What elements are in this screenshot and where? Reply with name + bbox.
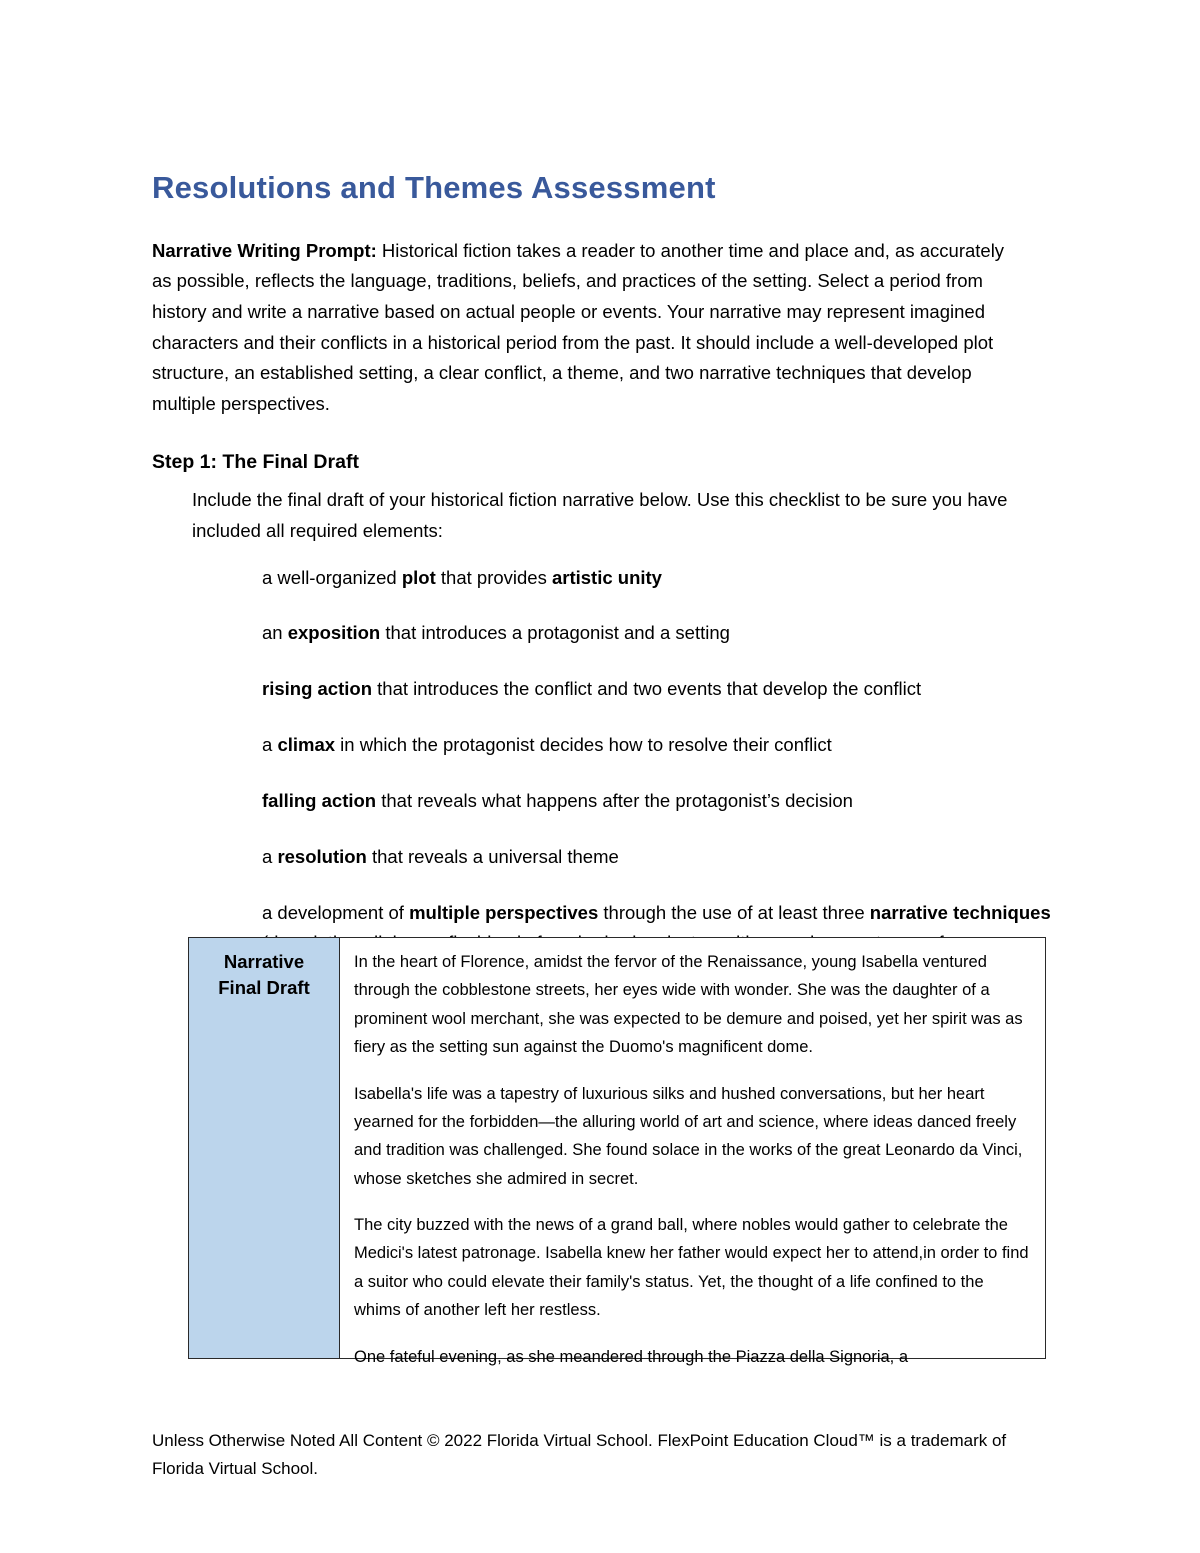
checklist-item <box>262 786 1062 816</box>
checklist-bold-term: narrative techniques <box>869 902 1051 924</box>
checklist-item <box>262 618 1062 648</box>
checklist-bold-term: multiple perspectives <box>409 902 599 924</box>
checklist-item <box>262 563 1062 593</box>
copyright-footer: Unless Otherwise Noted All Content © 2022 Florida Virtual School. FlexPoint Education Cloud™ is a trademark of Florida Virtual School. <box>152 1431 1007 1478</box>
table-label-line-1: Narrative <box>223 951 305 972</box>
checklist-text-part: in which the protagonist decides how to resolve their conflict <box>335 734 832 756</box>
checklist-text-part: that reveals what happens after the protagonist’s decision <box>376 790 853 812</box>
table-label-line-2: Final Draft <box>218 977 310 999</box>
narrative-paragraph: The city buzzed with the news of a grand ball, where nobles would gather to celebrate the Medici's latest patronage. Isabella knew her father would expect her to attend,in order to find a suitor who could elevate their family's status. Yet, the thought of a life confined to the whims of another left her restless. <box>354 1216 1029 1320</box>
checklist-text-part: a development of <box>262 902 410 924</box>
checklist-text-part: that provides <box>435 566 552 588</box>
checklist-text-part: a <box>262 846 278 868</box>
checklist-bold-term: climax <box>277 734 336 756</box>
checklist-item <box>262 730 1062 760</box>
narrative-paragraph: In the heart of Florence, amidst the fervor of the Renaissance, young Isabella ventured through the cobblestone streets, her eyes wide with wonder. She was the daughter of a prominent wool merchant, she was expected to be demure and poised, yet her spirit was as fiery as the setting sun against the Duomo's magnificent dome. <box>354 953 1023 1057</box>
narrative-draft-text[interactable] <box>354 948 1031 1366</box>
step-1-instructions: Include the final draft of your historical fiction narrative below. Use this checklist to be sure you have included all required elements: <box>192 489 1008 541</box>
checklist-bold-term: exposition <box>287 622 381 644</box>
prompt-text: Historical fiction takes a reader to another time and place and, as accurately as possible, reflects the language, traditions, beliefs, and practices of the setting. Select a period from history and write a narrative based on actual people or events. Your narrative may represent imagined characters and their conflicts in a historical period from the past. It should include a well-developed plot structure, an established setting, a clear conflict, a theme, and two narrative techniques that develop multiple perspectives. <box>152 239 1005 415</box>
checklist-bold-term: resolution <box>277 846 367 868</box>
table-label-cell <box>189 938 340 1359</box>
checklist-bold-term: falling action <box>262 790 377 812</box>
checklist-bold-term: plot <box>401 566 436 588</box>
checklist-text-part: that introduces the conflict and two events that develop the conflict <box>372 678 922 700</box>
checklist-text-part: through the use of at least three <box>598 902 870 924</box>
checklist-text-part: an <box>262 622 288 644</box>
narrative-paragraph: Isabella's life was a tapestry of luxurious silks and hushed conversations, but her heart yearned for the forbidden—the alluring world of art and science, where ideas danced freely and tradition was challenged. She found solace in the works of the great Leonardo da Vinci, whose sketches she admired in secret. <box>354 1084 1023 1188</box>
prompt-label: Narrative Writing Prompt: <box>152 239 377 261</box>
narrative-paragraph: One fateful evening, as she meandered through the Piazza della Signoria, a <box>354 1347 909 1366</box>
checklist-text-part: a <box>262 734 278 756</box>
table-row <box>189 938 1046 1359</box>
checklist-item <box>262 842 1062 872</box>
narrative-final-draft-table <box>188 937 1046 1366</box>
checklist-bold-term: rising action <box>262 678 372 700</box>
table-body-cell[interactable] <box>340 938 1046 1366</box>
document-content <box>152 170 1052 988</box>
requirements-checklist <box>152 563 1052 989</box>
checklist-text-part: a well-organized <box>262 566 402 588</box>
checklist-text-part: that reveals a universal theme <box>366 846 619 868</box>
checklist-item <box>262 674 1062 704</box>
checklist-text-part: that introduces a protagonist and a setting <box>380 622 730 644</box>
step-1-heading: Step 1: The Final Draft <box>152 450 359 473</box>
narrative-writing-prompt <box>152 236 1022 420</box>
checklist-bold-term: artistic unity <box>551 566 662 588</box>
page-title: Resolutions and Themes Assessment <box>152 170 716 205</box>
